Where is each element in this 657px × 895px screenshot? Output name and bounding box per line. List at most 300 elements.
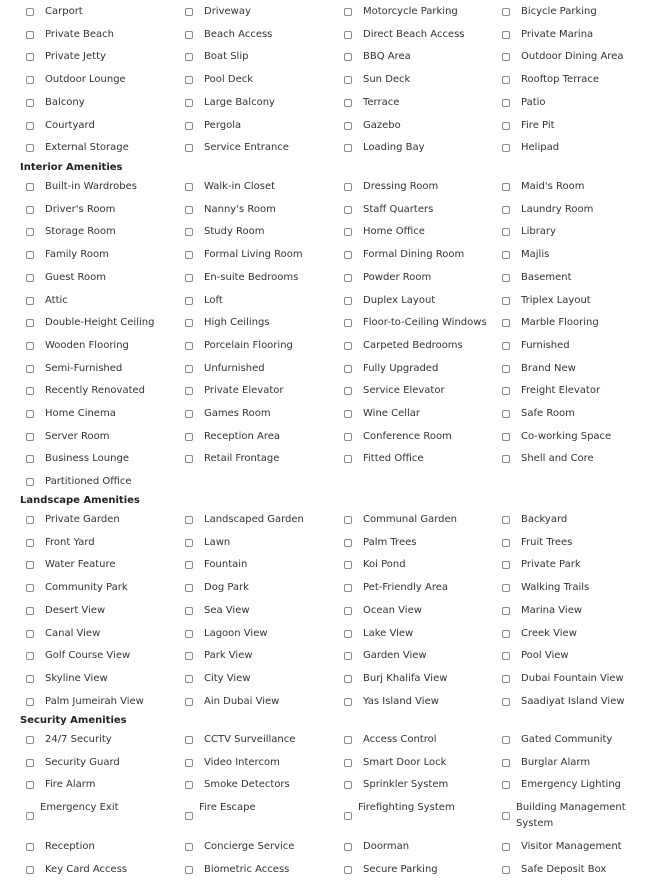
amenity-checkbox[interactable] bbox=[26, 843, 34, 851]
amenity-item-triplex-layout[interactable] bbox=[502, 293, 591, 309]
amenity-item-water-feature[interactable] bbox=[26, 557, 116, 573]
amenity-item-marble-flooring[interactable] bbox=[502, 315, 599, 331]
amenity-item-fountain[interactable] bbox=[185, 557, 247, 573]
amenity-item-terrace[interactable] bbox=[344, 95, 399, 111]
amenity-checkbox[interactable] bbox=[185, 99, 193, 107]
amenity-item-backyard[interactable] bbox=[502, 512, 567, 528]
amenity-label: Conference Room bbox=[363, 430, 452, 442]
amenity-label: BBQ Area bbox=[363, 51, 411, 63]
amenity-item-loading-bay[interactable] bbox=[344, 140, 425, 156]
amenity-item-unfurnished[interactable] bbox=[185, 361, 265, 377]
amenity-item-dressing-room[interactable] bbox=[344, 179, 438, 195]
amenity-checkbox[interactable] bbox=[502, 144, 510, 152]
amenity-checkbox[interactable] bbox=[26, 274, 34, 282]
amenity-item-park-view[interactable] bbox=[185, 648, 253, 664]
amenity-checkbox[interactable] bbox=[26, 584, 34, 592]
amenity-checkbox[interactable] bbox=[502, 630, 510, 638]
amenity-checkbox[interactable] bbox=[26, 144, 34, 152]
amenity-item-staff-quarters[interactable] bbox=[344, 202, 433, 218]
amenity-checkbox[interactable] bbox=[26, 387, 34, 395]
amenity-label: Co-working Space bbox=[521, 430, 612, 442]
amenity-item-secure-parking[interactable] bbox=[344, 862, 438, 878]
amenity-item-pet-friendly-area[interactable] bbox=[344, 580, 448, 596]
amenity-item-doorman[interactable] bbox=[344, 839, 409, 855]
amenity-checkbox[interactable] bbox=[344, 76, 352, 84]
amenity-checkbox[interactable] bbox=[185, 675, 193, 683]
amenity-item-lagoon-view[interactable] bbox=[185, 626, 268, 642]
amenity-checkbox[interactable] bbox=[502, 251, 510, 259]
amenity-checkbox[interactable] bbox=[344, 365, 352, 373]
amenity-checkbox[interactable] bbox=[502, 99, 510, 107]
amenity-label: Reception Area bbox=[204, 430, 280, 442]
amenity-checkbox[interactable] bbox=[185, 76, 193, 84]
amenity-item-driver-s-room[interactable] bbox=[26, 202, 115, 218]
amenity-item-porcelain-flooring[interactable] bbox=[185, 338, 293, 354]
amenity-checkbox[interactable] bbox=[344, 297, 352, 305]
amenity-checkbox[interactable] bbox=[26, 866, 34, 874]
amenity-item-semi-furnished[interactable] bbox=[26, 361, 122, 377]
amenity-checkbox[interactable] bbox=[185, 781, 193, 789]
amenity-checkbox[interactable] bbox=[502, 387, 510, 395]
amenity-item-palm-trees[interactable] bbox=[344, 535, 416, 551]
amenity-item-concierge-service[interactable] bbox=[185, 839, 294, 855]
amenity-item-loft[interactable] bbox=[185, 293, 223, 309]
amenity-item-walking-trails[interactable] bbox=[502, 580, 589, 596]
amenity-item-garden-view[interactable] bbox=[344, 648, 427, 664]
amenity-checkbox[interactable] bbox=[502, 539, 510, 547]
amenity-checkbox[interactable] bbox=[26, 759, 34, 767]
amenity-item-partitioned-office[interactable] bbox=[26, 474, 132, 490]
amenity-item-service-entrance[interactable] bbox=[185, 140, 289, 156]
amenity-checkbox[interactable] bbox=[26, 433, 34, 441]
amenity-checkbox[interactable] bbox=[344, 53, 352, 61]
amenity-checkbox[interactable] bbox=[344, 410, 352, 418]
amenity-checkbox[interactable] bbox=[26, 539, 34, 547]
amenity-checkbox[interactable] bbox=[502, 516, 510, 524]
amenity-checkbox[interactable] bbox=[26, 630, 34, 638]
amenity-checkbox[interactable] bbox=[185, 31, 193, 39]
amenity-item-laundry-room[interactable] bbox=[502, 202, 593, 218]
amenity-item-sea-view[interactable] bbox=[185, 603, 250, 619]
amenity-checkbox[interactable] bbox=[344, 99, 352, 107]
amenity-checkbox[interactable] bbox=[185, 387, 193, 395]
amenity-item-private-garden[interactable] bbox=[26, 512, 120, 528]
amenity-item-community-park[interactable] bbox=[26, 580, 128, 596]
amenity-item-fully-upgraded[interactable] bbox=[344, 361, 438, 377]
amenity-checkbox[interactable] bbox=[26, 698, 34, 706]
amenity-checkbox[interactable] bbox=[26, 76, 34, 84]
amenity-checkbox[interactable] bbox=[502, 53, 510, 61]
amenity-item-recently-renovated[interactable] bbox=[26, 383, 145, 399]
amenity-checkbox[interactable] bbox=[502, 433, 510, 441]
amenity-checkbox[interactable] bbox=[185, 843, 193, 851]
amenity-checkbox[interactable] bbox=[502, 297, 510, 305]
amenity-checkbox[interactable] bbox=[185, 866, 193, 874]
amenity-label: Loading Bay bbox=[363, 142, 425, 154]
amenity-item-bbq-area[interactable] bbox=[344, 49, 411, 65]
amenity-checkbox[interactable] bbox=[502, 206, 510, 214]
amenity-item-desert-view[interactable] bbox=[26, 603, 105, 619]
amenity-checkbox[interactable] bbox=[502, 561, 510, 569]
amenity-checkbox[interactable] bbox=[26, 455, 34, 463]
amenity-item-formal-living-room[interactable] bbox=[185, 247, 303, 263]
amenity-item-dubai-fountain-view[interactable] bbox=[502, 671, 624, 687]
amenity-item-wooden-flooring[interactable] bbox=[26, 338, 129, 354]
amenity-checkbox[interactable] bbox=[502, 365, 510, 373]
amenity-item-sun-deck[interactable] bbox=[344, 72, 410, 88]
amenity-item-pool-view[interactable] bbox=[502, 648, 569, 664]
amenity-item-lawn[interactable] bbox=[185, 535, 230, 551]
amenity-checkbox[interactable] bbox=[502, 607, 510, 615]
amenity-checkbox[interactable] bbox=[502, 8, 510, 16]
amenity-checkbox[interactable] bbox=[185, 251, 193, 259]
amenity-checkbox[interactable] bbox=[26, 206, 34, 214]
amenity-item-sprinkler-system[interactable] bbox=[344, 777, 448, 793]
amenity-item-security-guard[interactable] bbox=[26, 755, 120, 771]
amenity-item-home-cinema[interactable] bbox=[26, 406, 116, 422]
amenity-label: Partitioned Office bbox=[45, 476, 132, 488]
amenity-item-private-elevator[interactable] bbox=[185, 383, 284, 399]
amenity-item-duplex-layout[interactable] bbox=[344, 293, 435, 309]
section-heading-security-amenities: Security Amenities bbox=[20, 715, 127, 726]
amenity-checkbox[interactable] bbox=[344, 584, 352, 592]
amenity-checkbox[interactable] bbox=[185, 455, 193, 463]
amenity-item-marina-view[interactable] bbox=[502, 603, 582, 619]
amenity-item-conference-room[interactable] bbox=[344, 429, 452, 445]
amenity-checkbox[interactable] bbox=[26, 31, 34, 39]
amenity-checkbox[interactable] bbox=[185, 410, 193, 418]
amenity-checkbox[interactable] bbox=[502, 342, 510, 350]
amenity-checkbox[interactable] bbox=[502, 319, 510, 327]
amenity-item-fire-escape[interactable] bbox=[185, 800, 256, 820]
amenity-item-yas-island-view[interactable] bbox=[344, 694, 439, 710]
amenity-item-business-lounge[interactable] bbox=[26, 451, 129, 467]
amenity-item-patio[interactable] bbox=[502, 95, 546, 111]
amenity-checkbox[interactable] bbox=[344, 759, 352, 767]
amenity-checkbox[interactable] bbox=[344, 183, 352, 191]
amenity-checkbox[interactable] bbox=[344, 274, 352, 282]
amenity-item-safe-deposit-box[interactable] bbox=[502, 862, 606, 878]
amenity-item-built-in-wardrobes[interactable] bbox=[26, 179, 137, 195]
amenity-item-powder-room[interactable] bbox=[344, 270, 431, 286]
amenity-checkbox[interactable] bbox=[26, 228, 34, 236]
amenity-checkbox[interactable] bbox=[502, 76, 510, 84]
amenity-checkbox[interactable] bbox=[502, 759, 510, 767]
amenity-checkbox[interactable] bbox=[502, 698, 510, 706]
amenity-checkbox[interactable] bbox=[344, 122, 352, 130]
amenity-item-beach-access[interactable] bbox=[185, 27, 272, 43]
amenity-item-majlis[interactable] bbox=[502, 247, 549, 263]
amenity-label: Secure Parking bbox=[363, 863, 438, 875]
amenity-checkbox[interactable] bbox=[344, 206, 352, 214]
amenity-checkbox[interactable] bbox=[344, 433, 352, 441]
amenity-checkbox[interactable] bbox=[344, 387, 352, 395]
amenity-checkbox[interactable] bbox=[185, 53, 193, 61]
amenity-item-attic[interactable] bbox=[26, 293, 68, 309]
amenity-checkbox[interactable] bbox=[185, 433, 193, 441]
amenity-checkbox[interactable] bbox=[26, 183, 34, 191]
amenity-item-fruit-trees[interactable] bbox=[502, 535, 572, 551]
amenity-item-visitor-management[interactable] bbox=[502, 839, 622, 855]
amenity-item-helipad[interactable] bbox=[502, 140, 559, 156]
amenity-checkbox[interactable] bbox=[502, 228, 510, 236]
amenity-checkbox[interactable] bbox=[344, 228, 352, 236]
amenity-item-study-room[interactable] bbox=[185, 224, 265, 240]
amenity-checkbox[interactable] bbox=[344, 843, 352, 851]
amenity-item-brand-new[interactable] bbox=[502, 361, 576, 377]
amenity-checkbox[interactable] bbox=[344, 652, 352, 660]
amenity-item-24-7-security[interactable] bbox=[26, 732, 112, 748]
amenity-checkbox[interactable] bbox=[344, 342, 352, 350]
amenity-checkbox[interactable] bbox=[502, 736, 510, 744]
amenity-checkbox[interactable] bbox=[185, 342, 193, 350]
amenity-checkbox[interactable] bbox=[344, 607, 352, 615]
amenity-item-emergency-exit[interactable] bbox=[26, 800, 119, 820]
amenity-label: Basement bbox=[521, 271, 572, 283]
amenity-checkbox[interactable] bbox=[185, 319, 193, 327]
amenity-item-lake-view[interactable] bbox=[344, 626, 413, 642]
amenity-item-storage-room[interactable] bbox=[26, 224, 116, 240]
amenity-item-dog-park[interactable] bbox=[185, 580, 249, 596]
amenity-checkbox[interactable] bbox=[185, 607, 193, 615]
amenity-item-floor-to-ceiling-windows[interactable] bbox=[344, 315, 487, 331]
amenity-item-walk-in-closet[interactable] bbox=[185, 179, 275, 195]
amenity-item-front-yard[interactable] bbox=[26, 535, 95, 551]
amenity-item-private-park[interactable] bbox=[502, 557, 581, 573]
amenity-item-gated-community[interactable] bbox=[502, 732, 612, 748]
amenity-item-nanny-s-room[interactable] bbox=[185, 202, 276, 218]
amenity-checkbox[interactable] bbox=[502, 675, 510, 683]
amenity-item-carport[interactable] bbox=[26, 4, 83, 20]
amenity-item-pergola[interactable] bbox=[185, 118, 241, 134]
amenity-checkbox[interactable] bbox=[344, 251, 352, 259]
amenity-label: Family Room bbox=[45, 249, 109, 261]
amenity-checkbox[interactable] bbox=[185, 365, 193, 373]
amenity-checkbox[interactable] bbox=[344, 144, 352, 152]
amenity-item-boat-slip[interactable] bbox=[185, 49, 248, 65]
amenity-item-palm-jumeirah-view[interactable] bbox=[26, 694, 144, 710]
amenity-checkbox[interactable] bbox=[502, 183, 510, 191]
amenity-checkbox[interactable] bbox=[26, 561, 34, 569]
amenity-item-saadiyat-island-view[interactable] bbox=[502, 694, 625, 710]
amenity-checkbox[interactable] bbox=[344, 561, 352, 569]
amenity-checkbox[interactable] bbox=[185, 759, 193, 767]
amenity-checkbox[interactable] bbox=[26, 251, 34, 259]
amenity-item-motorcycle-parking[interactable] bbox=[344, 4, 458, 20]
amenity-checkbox[interactable] bbox=[502, 652, 510, 660]
amenity-checkbox[interactable] bbox=[344, 539, 352, 547]
amenity-item-emergency-lighting[interactable] bbox=[502, 777, 621, 793]
amenity-item-burglar-alarm[interactable] bbox=[502, 755, 590, 771]
amenity-checkbox[interactable] bbox=[185, 630, 193, 638]
amenity-item-city-view[interactable] bbox=[185, 671, 251, 687]
amenity-item-formal-dining-room[interactable] bbox=[344, 247, 464, 263]
amenity-checkbox[interactable] bbox=[344, 31, 352, 39]
amenity-item-family-room[interactable] bbox=[26, 247, 109, 263]
amenity-checkbox[interactable] bbox=[502, 274, 510, 282]
amenity-checkbox[interactable] bbox=[344, 781, 352, 789]
amenity-item-carpeted-bedrooms[interactable] bbox=[344, 338, 463, 354]
amenity-item-home-office[interactable] bbox=[344, 224, 425, 240]
amenity-item-building-management-system[interactable] bbox=[502, 800, 631, 832]
amenity-item-co-working-space[interactable] bbox=[502, 429, 611, 445]
amenity-item-private-marina[interactable] bbox=[502, 27, 593, 43]
amenity-checkbox[interactable] bbox=[502, 455, 510, 463]
amenity-checkbox[interactable] bbox=[502, 122, 510, 130]
amenity-label: Video Intercom bbox=[204, 756, 280, 768]
amenity-checkbox[interactable] bbox=[344, 319, 352, 327]
amenity-checkbox[interactable] bbox=[502, 781, 510, 789]
amenity-checkbox[interactable] bbox=[26, 675, 34, 683]
amenity-checkbox[interactable] bbox=[185, 561, 193, 569]
amenity-item-rooftop-terrace[interactable] bbox=[502, 72, 599, 88]
amenity-label: Palm Jumeirah View bbox=[45, 695, 144, 707]
amenity-checkbox[interactable] bbox=[26, 122, 34, 130]
amenity-checkbox[interactable] bbox=[26, 365, 34, 373]
amenity-item-reception[interactable] bbox=[26, 839, 95, 855]
amenity-item-freight-elevator[interactable] bbox=[502, 383, 600, 399]
amenity-label: Gated Community bbox=[521, 734, 613, 745]
amenity-checkbox[interactable] bbox=[502, 812, 510, 820]
amenity-checkbox[interactable] bbox=[26, 812, 34, 820]
amenity-item-bicycle-parking[interactable] bbox=[502, 4, 597, 20]
amenity-checkbox[interactable] bbox=[344, 698, 352, 706]
amenity-checkbox[interactable] bbox=[502, 866, 510, 874]
amenity-checkbox[interactable] bbox=[185, 584, 193, 592]
amenity-item-golf-course-view[interactable] bbox=[26, 648, 130, 664]
amenity-checkbox[interactable] bbox=[26, 516, 34, 524]
amenity-item-outdoor-dining-area[interactable] bbox=[502, 49, 623, 65]
amenity-checkbox[interactable] bbox=[344, 455, 352, 463]
amenity-checkbox[interactable] bbox=[344, 630, 352, 638]
amenity-item-ocean-view[interactable] bbox=[344, 603, 422, 619]
amenity-checkbox[interactable] bbox=[344, 812, 352, 820]
amenity-checkbox[interactable] bbox=[344, 516, 352, 524]
amenity-item-fitted-office[interactable] bbox=[344, 451, 424, 467]
amenity-checkbox[interactable] bbox=[26, 652, 34, 660]
amenity-item-safe-room[interactable] bbox=[502, 406, 575, 422]
amenity-checkbox[interactable] bbox=[185, 736, 193, 744]
amenity-item-private-jetty[interactable] bbox=[26, 49, 106, 65]
amenity-label: Backyard bbox=[521, 514, 568, 525]
amenity-checkbox[interactable] bbox=[344, 675, 352, 683]
amenity-item-private-beach[interactable] bbox=[26, 27, 114, 43]
amenity-item-games-room[interactable] bbox=[185, 406, 271, 422]
amenity-checkbox[interactable] bbox=[26, 478, 34, 486]
amenity-item-fire-pit[interactable] bbox=[502, 118, 555, 134]
amenity-item-direct-beach-access[interactable] bbox=[344, 27, 465, 43]
amenity-item-cctv-surveillance[interactable] bbox=[185, 732, 295, 748]
amenity-label: City View bbox=[204, 672, 251, 684]
amenity-item-double-height-ceiling[interactable] bbox=[26, 315, 154, 331]
amenity-item-maid-s-room[interactable] bbox=[502, 179, 585, 195]
amenity-item-shell-and-core[interactable] bbox=[502, 451, 594, 467]
amenity-checkbox[interactable] bbox=[26, 319, 34, 327]
amenity-checkbox[interactable] bbox=[185, 144, 193, 152]
amenity-checkbox[interactable] bbox=[185, 122, 193, 130]
amenity-checkbox[interactable] bbox=[26, 342, 34, 350]
amenity-item-service-elevator[interactable] bbox=[344, 383, 445, 399]
amenity-item-balcony[interactable] bbox=[26, 95, 85, 111]
amenity-item-canal-view[interactable] bbox=[26, 626, 100, 642]
amenity-item-video-intercom[interactable] bbox=[185, 755, 280, 771]
amenity-item-skyline-view[interactable] bbox=[26, 671, 108, 687]
amenity-item-key-card-access[interactable] bbox=[26, 862, 127, 878]
amenity-checkbox[interactable] bbox=[185, 539, 193, 547]
amenity-checkbox[interactable] bbox=[26, 99, 34, 107]
amenity-item-landscaped-garden[interactable] bbox=[185, 512, 304, 528]
amenity-item-library[interactable] bbox=[502, 224, 556, 240]
amenity-checkbox[interactable] bbox=[26, 297, 34, 305]
amenity-checkbox[interactable] bbox=[344, 8, 352, 16]
amenity-checkbox[interactable] bbox=[26, 410, 34, 418]
amenity-item-fire-alarm[interactable] bbox=[26, 777, 95, 793]
amenity-item-furnished[interactable] bbox=[502, 338, 570, 354]
amenity-item-firefighting-system[interactable] bbox=[344, 800, 473, 820]
amenity-item-basement[interactable] bbox=[502, 270, 572, 286]
amenity-item-koi-pond[interactable] bbox=[344, 557, 406, 573]
amenity-checkbox[interactable] bbox=[344, 866, 352, 874]
amenity-checkbox[interactable] bbox=[185, 183, 193, 191]
amenity-item-guest-room[interactable] bbox=[26, 270, 106, 286]
amenity-label: Private Elevator bbox=[204, 385, 284, 397]
amenity-checkbox[interactable] bbox=[344, 736, 352, 744]
amenity-checkbox[interactable] bbox=[185, 698, 193, 706]
amenity-checkbox[interactable] bbox=[26, 781, 34, 789]
amenity-checkbox[interactable] bbox=[185, 516, 193, 524]
amenity-label: Patio bbox=[521, 96, 546, 108]
amenity-item-ain-dubai-view[interactable] bbox=[185, 694, 279, 710]
amenity-item-courtyard[interactable] bbox=[26, 118, 95, 134]
amenity-checkbox[interactable] bbox=[185, 652, 193, 660]
amenity-checkbox[interactable] bbox=[185, 812, 193, 820]
amenity-item-external-storage[interactable] bbox=[26, 140, 129, 156]
amenity-checkbox[interactable] bbox=[185, 206, 193, 214]
amenity-checkbox[interactable] bbox=[185, 274, 193, 282]
amenity-checkbox[interactable] bbox=[26, 53, 34, 61]
amenity-checkbox[interactable] bbox=[185, 297, 193, 305]
amenity-checkbox[interactable] bbox=[502, 31, 510, 39]
amenity-item-large-balcony[interactable] bbox=[185, 95, 275, 111]
amenity-checkbox[interactable] bbox=[185, 228, 193, 236]
amenity-item-retail-frontage[interactable] bbox=[185, 451, 279, 467]
amenity-item-gazebo[interactable] bbox=[344, 118, 401, 134]
amenity-item-wine-cellar[interactable] bbox=[344, 406, 420, 422]
amenity-checkbox[interactable] bbox=[26, 736, 34, 744]
amenity-item-driveway[interactable] bbox=[185, 4, 251, 20]
amenity-checkbox[interactable] bbox=[26, 607, 34, 615]
amenity-item-smart-door-lock[interactable] bbox=[344, 755, 446, 771]
amenity-item-access-control[interactable] bbox=[344, 732, 437, 748]
amenity-item-high-ceilings[interactable] bbox=[185, 315, 270, 331]
amenity-item-communal-garden[interactable] bbox=[344, 512, 457, 528]
amenity-item-en-suite-bedrooms[interactable] bbox=[185, 270, 298, 286]
amenity-checkbox[interactable] bbox=[26, 8, 34, 16]
amenity-item-biometric-access[interactable] bbox=[185, 862, 289, 878]
amenity-checkbox[interactable] bbox=[502, 584, 510, 592]
amenity-item-burj-khalifa-view[interactable] bbox=[344, 671, 447, 687]
amenity-checkbox[interactable] bbox=[502, 410, 510, 418]
amenity-item-pool-deck[interactable] bbox=[185, 72, 253, 88]
amenity-item-reception-area[interactable] bbox=[185, 429, 280, 445]
amenity-item-smoke-detectors[interactable] bbox=[185, 777, 290, 793]
amenity-label: Service Entrance bbox=[204, 142, 289, 154]
amenity-checkbox[interactable] bbox=[185, 8, 193, 16]
amenity-checkbox[interactable] bbox=[502, 843, 510, 851]
amenity-item-server-room[interactable] bbox=[26, 429, 109, 445]
amenity-item-creek-view[interactable] bbox=[502, 626, 577, 642]
amenity-item-outdoor-lounge[interactable] bbox=[26, 72, 126, 88]
